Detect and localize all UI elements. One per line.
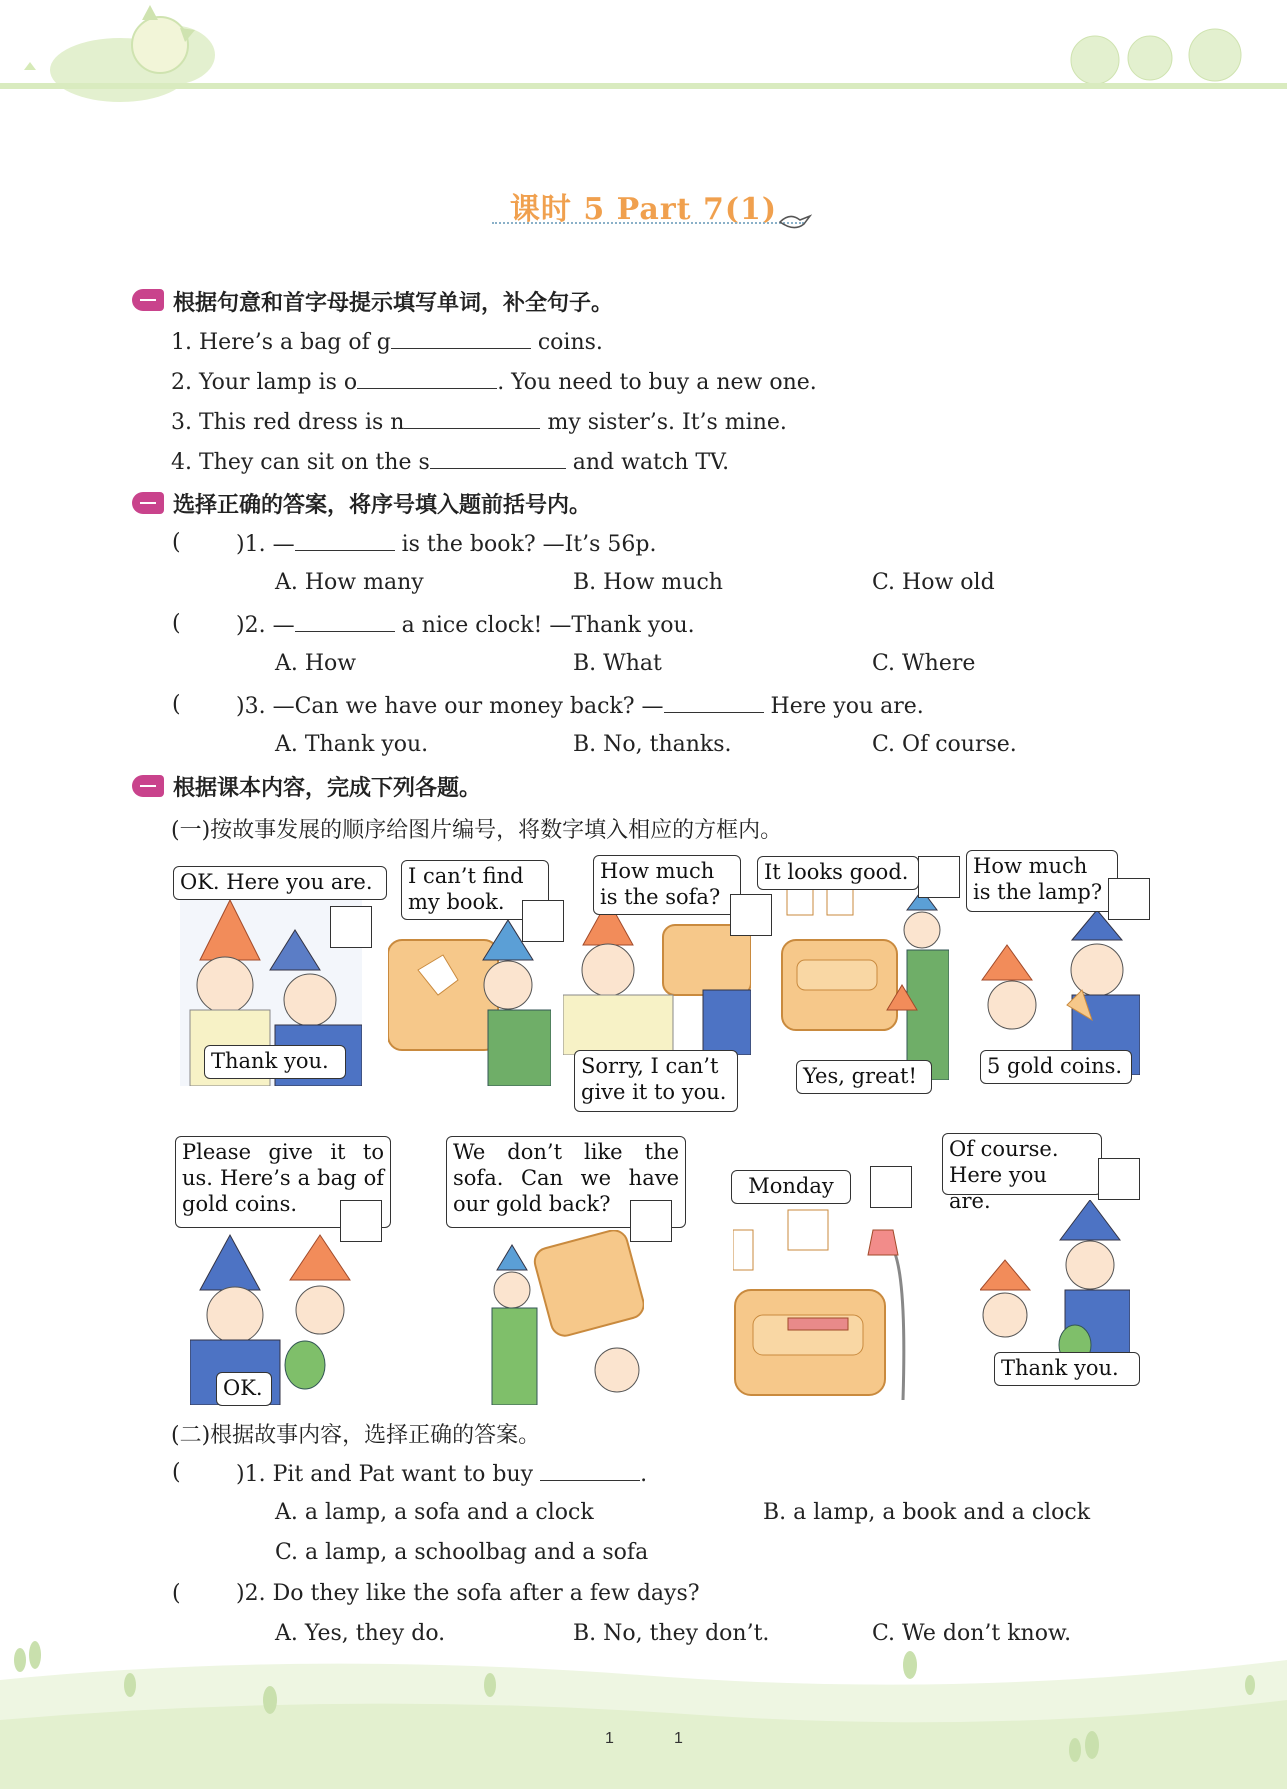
answer-blank[interactable] xyxy=(391,328,531,349)
story-q2-option-b: B. No, they don’t. xyxy=(573,1621,770,1646)
story-q1-option-a: A. a lamp, a sofa and a clock xyxy=(275,1500,594,1525)
header-line xyxy=(0,83,1287,89)
speech-bubble: We don’t like the sofa. Can we have our gold back? xyxy=(446,1136,686,1228)
section-three-heading: 根据课本内容，完成下列各题。 xyxy=(173,776,482,801)
speech-bubble: 5 gold coins. xyxy=(980,1050,1132,1084)
q2-option-b: B. What xyxy=(573,651,662,676)
answer-paren[interactable]: ( xyxy=(172,530,181,555)
story-q2-option-a: A. Yes, they do. xyxy=(275,1621,446,1646)
page-title: 课时 5 Part 7(1) xyxy=(509,192,778,227)
order-box-3[interactable] xyxy=(730,894,772,936)
fill-item-3: 3. This red dress is n my sister’s. It’s mine. xyxy=(171,410,787,435)
order-box-9[interactable] xyxy=(1098,1158,1140,1200)
panel-3-art xyxy=(563,895,751,1055)
fill-item-4: 4. They can sit on the s and watch TV. xyxy=(171,450,730,475)
speech-bubble: How much is the lamp? xyxy=(966,850,1118,912)
order-box-8[interactable] xyxy=(870,1166,912,1208)
subsection-one-heading: (一)按故事发展的顺序给图片编号，将数字填入相应的方框内。 xyxy=(171,818,783,843)
section-two-heading: 选择正确的答案，将序号填入题前括号内。 xyxy=(173,493,592,518)
answer-blank[interactable] xyxy=(404,408,540,429)
story-q1-option-b: B. a lamp, a book and a clock xyxy=(763,1500,1091,1525)
speech-bubble: Please give it to us. Here’s a bag of gold coins. xyxy=(175,1136,391,1228)
fill-item-1: 1. Here’s a bag of g coins. xyxy=(171,330,603,355)
section-three-badge xyxy=(132,775,164,797)
q1-option-a: A. How many xyxy=(275,570,424,595)
q1-option-c: C. How old xyxy=(872,570,995,595)
fill-item-2: 2. Your lamp is o . You need to buy a new one. xyxy=(171,370,817,395)
section-one-badge xyxy=(132,289,164,311)
comic-panel-4 xyxy=(777,880,949,1080)
choice-q2: )2. — a nice clock! —Thank you. xyxy=(236,613,695,638)
answer-blank[interactable] xyxy=(540,1460,640,1481)
choice-q3: )3. —Can we have our money back? — Here you are. xyxy=(236,694,924,719)
comic-panel-7 xyxy=(482,1230,644,1405)
bird-icon xyxy=(778,210,812,232)
answer-paren[interactable]: ( xyxy=(172,692,181,717)
comic-panel-3 xyxy=(563,895,751,1055)
speech-bubble: OK. Here you are. xyxy=(173,866,387,900)
panel-7-art xyxy=(482,1230,644,1405)
q3-option-c: C. Of course. xyxy=(872,732,1017,757)
footer-landscape xyxy=(0,1640,1287,1789)
answer-paren[interactable]: ( xyxy=(172,1460,181,1485)
answer-blank[interactable] xyxy=(664,692,764,713)
answer-paren[interactable]: ( xyxy=(172,611,181,636)
choice-q1: )1. — is the book? —It’s 56p. xyxy=(236,532,657,557)
section-two-badge xyxy=(132,492,164,514)
answer-paren[interactable]: ( xyxy=(172,1581,181,1606)
answer-blank[interactable] xyxy=(430,448,566,469)
page-number-left: 1 xyxy=(605,1730,614,1747)
order-box-7[interactable] xyxy=(630,1200,672,1242)
speech-bubble: Thank you. xyxy=(994,1352,1140,1386)
speech-bubble: Thank you. xyxy=(204,1045,346,1079)
speech-bubble: Yes, great! xyxy=(796,1060,932,1094)
story-q1: )1. Pit and Pat want to buy . xyxy=(236,1462,648,1487)
speech-bubble: How much is the sofa? xyxy=(593,855,741,915)
story-q2-option-c: C. We don’t know. xyxy=(872,1621,1072,1646)
q2-option-c: C. Where xyxy=(872,651,976,676)
speech-bubble: Of course. Here you are. xyxy=(942,1133,1102,1195)
page-number-right: 1 xyxy=(674,1730,683,1747)
order-box-2[interactable] xyxy=(522,900,564,942)
panel-4-art xyxy=(777,880,949,1080)
story-q1-option-c: C. a lamp, a schoolbag and a sofa xyxy=(275,1540,649,1565)
order-box-1[interactable] xyxy=(330,906,372,948)
speech-bubble: I can’t find my book. xyxy=(401,860,549,920)
subsection-two-heading: (二)根据故事内容，选择正确的答案。 xyxy=(171,1423,541,1448)
answer-blank[interactable] xyxy=(295,530,395,551)
order-box-5[interactable] xyxy=(1108,878,1150,920)
speech-bubble: Monday xyxy=(731,1170,851,1204)
header-art xyxy=(0,0,1287,120)
panel-8-art xyxy=(733,1200,913,1400)
q2-option-a: A. How xyxy=(275,651,357,676)
comic-panel-8 xyxy=(733,1200,913,1400)
order-box-4[interactable] xyxy=(918,856,960,898)
title-underline xyxy=(492,222,804,224)
q1-option-b: B. How much xyxy=(573,570,723,595)
order-box-6[interactable] xyxy=(340,1200,382,1242)
q3-option-b: B. No, thanks. xyxy=(573,732,732,757)
speech-bubble: Sorry, I can’t give it to you. xyxy=(574,1050,738,1112)
story-q2: )2. Do they like the sofa after a few days? xyxy=(236,1581,700,1606)
section-one-heading: 根据句意和首字母提示填写单词，补全句子。 xyxy=(173,291,614,316)
q3-option-a: A. Thank you. xyxy=(275,732,429,757)
answer-blank[interactable] xyxy=(357,368,497,389)
speech-bubble: OK. xyxy=(216,1372,272,1406)
speech-bubble: It looks good. xyxy=(757,856,919,890)
answer-blank[interactable] xyxy=(295,611,395,632)
